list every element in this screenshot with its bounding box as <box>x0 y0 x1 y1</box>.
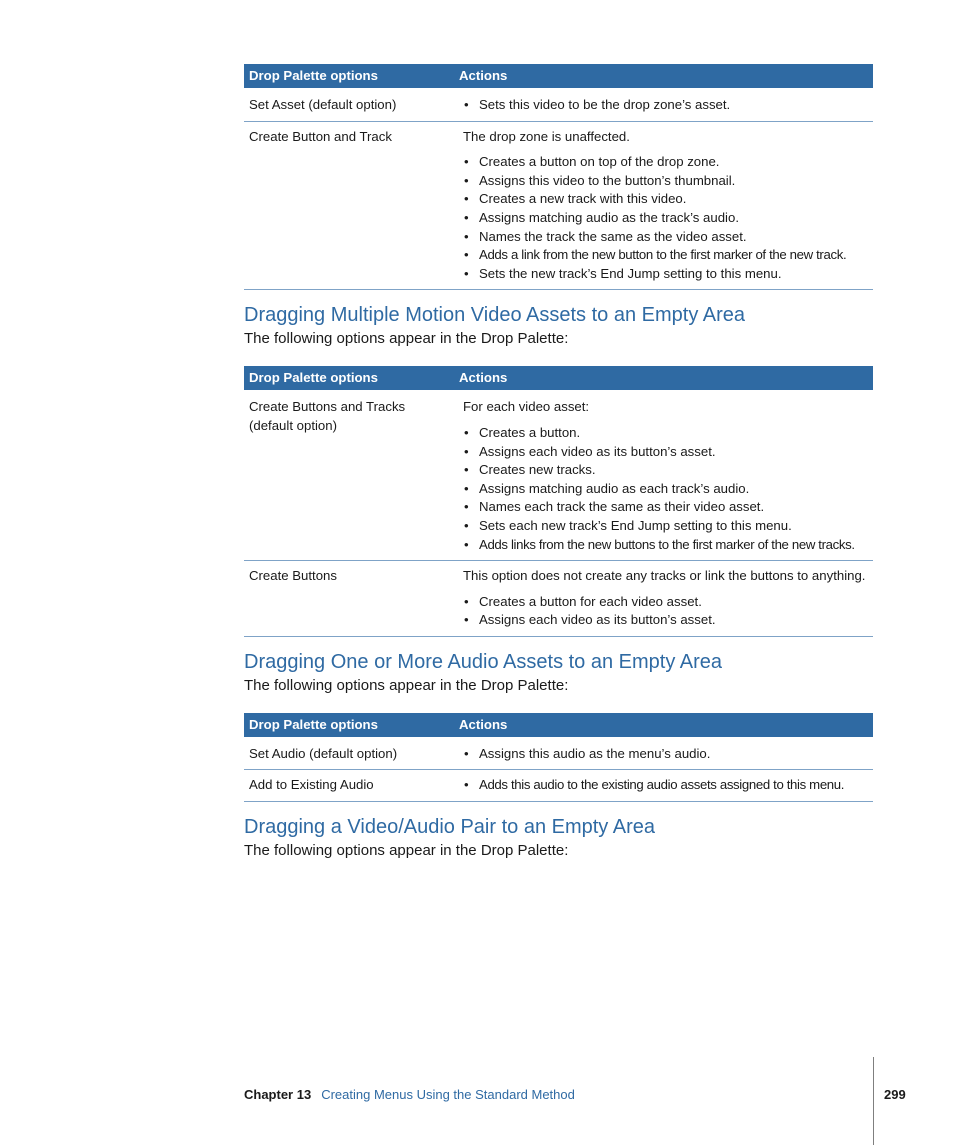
bullet-text: Assigns this video to the button’s thumbnail. <box>479 172 736 188</box>
list-item <box>463 96 868 115</box>
bullet-icon: • <box>464 154 469 170</box>
list-item <box>463 517 868 536</box>
bullet-text: Adds links from the new buttons to the first marker of the new tracks. <box>479 536 855 552</box>
drop-palette-table-2 <box>244 366 873 637</box>
bullet-text: Creates a button on top of the drop zone. <box>479 154 720 170</box>
actions-cell <box>454 738 873 770</box>
table-row <box>244 561 873 637</box>
drop-palette-table-3 <box>244 713 873 802</box>
actions-list <box>463 745 868 764</box>
option-cell: Set Asset (default option) <box>244 89 454 121</box>
list-item <box>463 209 868 228</box>
section-heading-audio-assets: Dragging One or More Audio Assets to an Empty Area <box>244 650 723 673</box>
table-header-row <box>244 366 873 391</box>
column-header-options: Drop Palette options <box>244 713 454 738</box>
bullet-icon: • <box>464 462 469 478</box>
bullet-text: Creates a button for each video asset. <box>479 593 702 609</box>
section-intro: The following options appear in the Drop Palette: <box>244 842 569 860</box>
list-item <box>463 190 868 209</box>
footer-chapter-title: Creating Menus Using the Standard Method <box>321 1087 575 1102</box>
bullet-text: Assigns this audio as the menu’s audio. <box>479 745 711 761</box>
actions-cell <box>454 391 873 560</box>
table-row <box>244 770 873 802</box>
bullet-text: Creates a button. <box>479 424 581 440</box>
list-item <box>463 246 868 265</box>
actions-intro: This option does not create any tracks or link the buttons to anything. <box>463 568 866 584</box>
footer-divider <box>873 1057 874 1145</box>
list-item <box>463 228 868 247</box>
list-item <box>463 611 868 630</box>
bullet-text: Sets each new track’s End Jump setting to this menu. <box>479 517 792 533</box>
bullet-text: Assigns matching audio as each track’s audio. <box>479 480 750 496</box>
bullet-icon: • <box>464 443 469 459</box>
list-item <box>463 265 868 284</box>
section-intro: The following options appear in the Drop Palette: <box>244 330 569 348</box>
bullet-icon: • <box>464 499 469 515</box>
bullet-text: Assigns matching audio as the track’s audio. <box>479 209 739 225</box>
column-header-options: Drop Palette options <box>244 64 454 89</box>
table-row <box>244 738 873 770</box>
bullet-icon: • <box>464 424 469 440</box>
bullet-text: Names each track the same as their video asset. <box>479 499 765 515</box>
option-cell: Create Buttons and Tracks (default option) <box>244 391 454 560</box>
bullet-text: Assigns each video as its button’s asset. <box>479 612 716 628</box>
column-header-actions: Actions <box>454 366 873 391</box>
actions-list <box>463 776 868 795</box>
page-footer <box>244 1087 575 1103</box>
bullet-text: Sets the new track’s End Jump setting to this menu. <box>479 265 782 281</box>
actions-intro: For each video asset: <box>463 399 590 415</box>
bullet-text: Creates a new track with this video. <box>479 191 687 207</box>
actions-list <box>463 153 868 283</box>
drop-palette-table-1 <box>244 64 873 290</box>
actions-cell <box>454 89 873 121</box>
bullet-icon: • <box>464 612 469 628</box>
page-content <box>244 64 873 878</box>
list-item <box>463 776 868 795</box>
column-header-actions: Actions <box>454 713 873 738</box>
list-item <box>463 593 868 612</box>
actions-cell <box>454 561 873 637</box>
column-header-options: Drop Palette options <box>244 366 454 391</box>
table-row <box>244 89 873 121</box>
bullet-icon: • <box>464 745 469 761</box>
actions-list <box>463 96 868 115</box>
bullet-text: Adds a link from the new button to the first marker of the new track. <box>479 247 847 263</box>
option-cell: Set Audio (default option) <box>244 738 454 770</box>
bullet-icon: • <box>464 191 469 207</box>
bullet-icon: • <box>464 172 469 188</box>
bullet-icon: • <box>464 265 469 281</box>
list-item <box>463 424 868 443</box>
actions-list <box>463 424 868 554</box>
actions-cell <box>454 121 873 290</box>
list-item <box>463 443 868 462</box>
actions-intro: The drop zone is unaffected. <box>463 128 630 144</box>
table-row <box>244 391 873 560</box>
list-item <box>463 536 868 555</box>
option-cell: Create Buttons <box>244 561 454 637</box>
bullet-text: Assigns each video as its button’s asset. <box>479 443 716 459</box>
table-header-row <box>244 64 873 89</box>
bullet-text: Sets this video to be the drop zone’s asset. <box>479 97 731 112</box>
bullet-icon: • <box>464 517 469 533</box>
section-intro: The following options appear in the Drop Palette: <box>244 676 569 694</box>
actions-cell <box>454 770 873 802</box>
table-header-row <box>244 713 873 738</box>
bullet-icon: • <box>464 97 469 112</box>
footer-chapter: Chapter 13 <box>244 1087 312 1102</box>
bullet-icon: • <box>464 209 469 225</box>
bullet-icon: • <box>464 228 469 244</box>
page-number: 299 <box>884 1087 906 1102</box>
bullet-text: Creates new tracks. <box>479 462 596 478</box>
bullet-text: Names the track the same as the video asset. <box>479 228 747 244</box>
bullet-icon: • <box>464 247 469 263</box>
section-heading-multiple-motion-video: Dragging Multiple Motion Video Assets to an Empty Area <box>244 304 746 327</box>
table-row <box>244 121 873 290</box>
actions-list <box>463 593 868 630</box>
list-item <box>463 461 868 480</box>
bullet-icon: • <box>464 480 469 496</box>
option-cell: Create Button and Track <box>244 121 454 290</box>
option-cell: Add to Existing Audio <box>244 770 454 802</box>
list-item <box>463 745 868 764</box>
list-item <box>463 480 868 499</box>
list-item <box>463 153 868 172</box>
bullet-icon: • <box>464 536 469 552</box>
bullet-icon: • <box>464 593 469 609</box>
bullet-icon: • <box>464 777 469 793</box>
section-heading-video-audio-pair: Dragging a Video/Audio Pair to an Empty Area <box>244 816 655 839</box>
bullet-text: Adds this audio to the existing audio assets assigned to this menu. <box>479 777 845 793</box>
list-item <box>463 172 868 191</box>
list-item <box>463 498 868 517</box>
column-header-actions: Actions <box>454 64 873 89</box>
